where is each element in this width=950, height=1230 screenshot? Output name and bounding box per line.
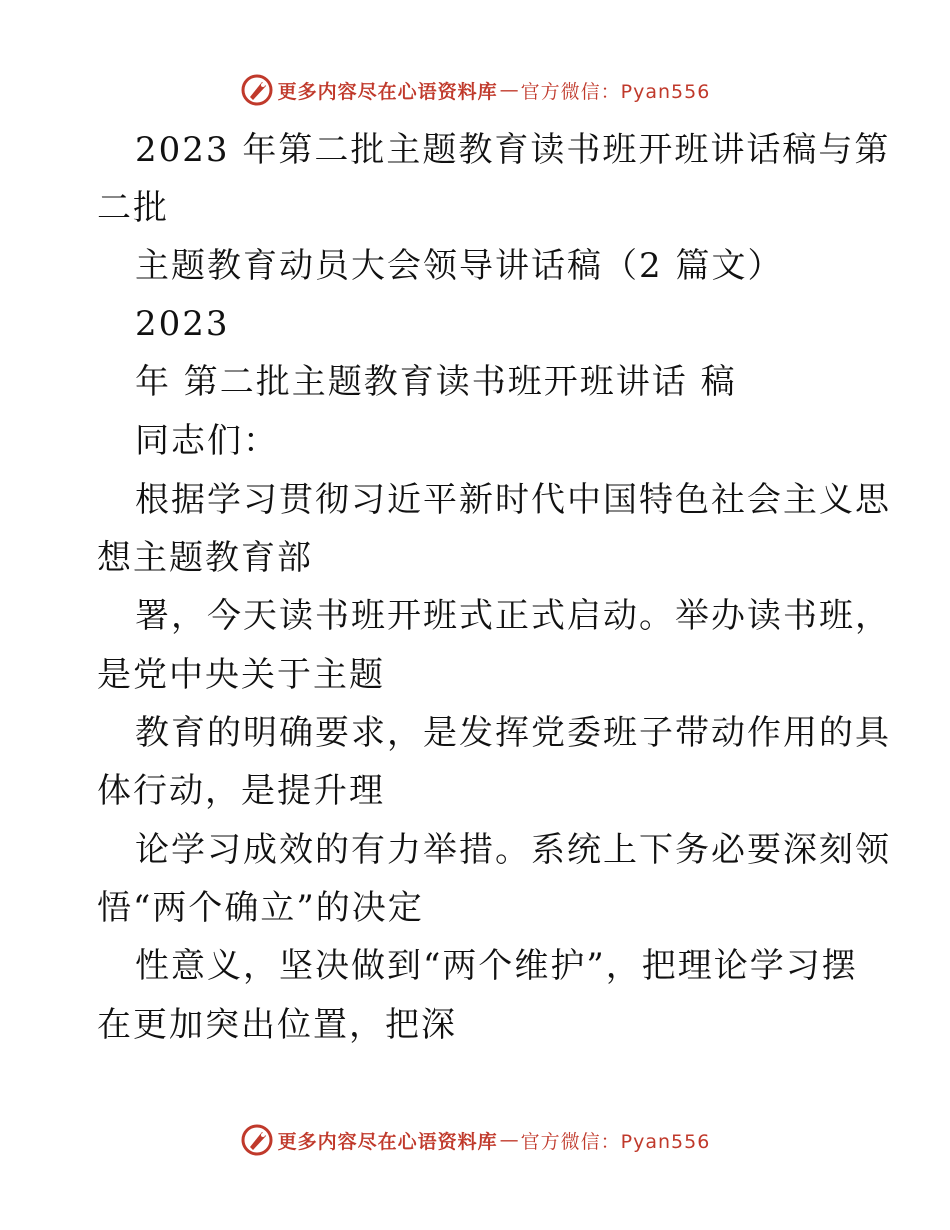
doc-line: 主题教育动员大会领导讲话稿（2 篇文） — [135, 246, 784, 286]
doc-line: 教育的明确要求，是发挥党委班子带动作用的具 — [135, 713, 891, 753]
doc-line: 同志们： — [135, 421, 279, 461]
doc-line: 想主题教育部 — [97, 538, 313, 578]
banner-dash: — — [499, 1129, 519, 1151]
banner-brand: 更多内容尽在心语资料库 — [277, 1130, 498, 1153]
pen-nib-logo-icon — [240, 1123, 274, 1157]
doc-line: 是党中央关于主题 — [97, 655, 385, 695]
banner-contact: 官方微信：Pyan556 — [520, 1130, 711, 1153]
doc-line: 性意义，坚决做到“两个维护”，把理论学习摆 — [135, 946, 858, 986]
header-banner — [0, 70, 950, 110]
doc-line: 2023 年第二批主题教育读书班开班讲话稿与第 — [135, 130, 891, 170]
doc-line: 根据学习贯彻习近平新时代中国特色社会主义思 — [135, 480, 891, 520]
doc-line: 二批 — [97, 188, 169, 228]
banner-brand: 更多内容尽在心语资料库 — [277, 80, 498, 103]
pen-nib-logo-icon — [240, 73, 274, 107]
banner-dash: — — [499, 79, 519, 101]
banner-contact: 官方微信：Pyan556 — [520, 80, 711, 103]
footer-banner — [0, 1120, 950, 1160]
doc-line: 体行动，是提升理 — [97, 771, 385, 811]
doc-line: 年 第二批主题教育读书班开班讲话 稿 — [135, 362, 737, 402]
doc-line: 署，今天读书班开班式正式启动。举办读书班， — [135, 596, 891, 636]
doc-line: 在更加突出位置，把深 — [97, 1005, 457, 1045]
doc-line: 论学习成效的有力举措。系统上下务必要深刻领 — [135, 830, 891, 870]
doc-line: 2023 — [135, 304, 230, 344]
doc-line: 悟“两个确立”的决定 — [97, 888, 424, 928]
